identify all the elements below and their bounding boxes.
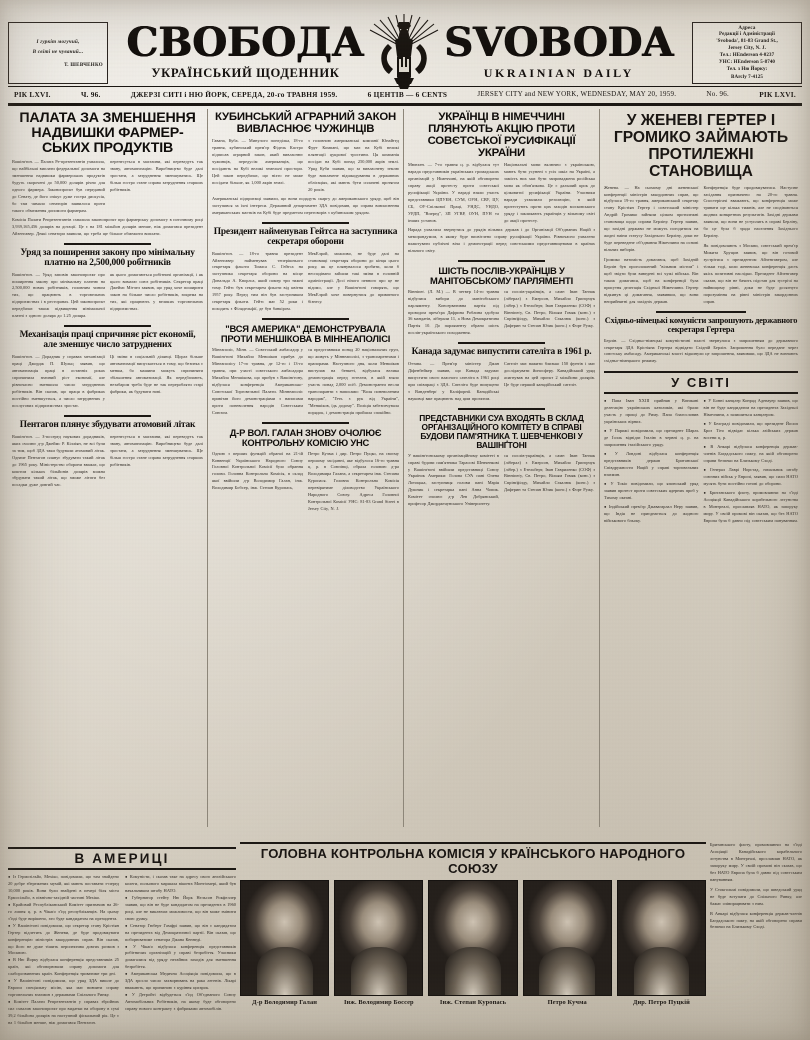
section-divider: [64, 325, 152, 327]
photo-caption: Інж. Володимир Боссер: [343, 999, 414, 1006]
dateline-issue-eng: No. 96.: [706, 90, 729, 98]
headline-manitoba-mps[interactable]: ШІСТЬ ПОСЛІВ-УКРАЇНЦІВ У МАНІТОБСЬКОМУ ПАРЛЯМЕНТІ: [430, 264, 573, 286]
bullet-item: ● У Парижі повідомили, що президент Шарль де Ґолль відвідає Італію в червні ц. р. на запрошення італійського уряду.: [604, 428, 699, 449]
dateline-place-ukr: ДЖЕРЗІ СИТІ і НЮ ЙОРК, СЕРЕДА, 20-го ТРАВНЯ 1959.: [130, 89, 338, 99]
article-body: Женева. — На сьомому дні женевської конференції міністрів закордонних справ, що відбулася 19-го травня, американський секретар стану Крістіян Гертер і совєтський міністер Андрій Громико зайняли цілком протилежні становища щодо справи Берліну. Гертер заявив, що західні держави не можуть погодитися на жодні зміни статусу Західнього Берліну, доки не буде переведене об'єднання Німеччини на основі вільних виборів.: [604, 184, 699, 253]
nameplate-ukrainian: [126, 19, 365, 80]
headline-minimum-wage[interactable]: Уряд за поширення закону про мінімальну платню на 2,500,000 робітників: [20, 247, 195, 268]
dateline-year-ukr: РІК LXVI.: [14, 89, 51, 99]
section-divider: [458, 408, 544, 410]
article-body: Ці зміни в соціальній ділянці. Щораз більше автоматизації випускається в тому, що безпека є менша, бо машини можуть спричиняти збільшення автоматизації. Як передбачають, незабаром треба буде не так переробляти старі фабрики, як будувати нові.: [110, 354, 203, 394]
article-body: Громико натомість домагався, щоб Західній Берлін був проголошений "вільним містом" і щоб звідти були виведені всі чужі війська. Він також домагався, щоб на конференції була присутня делегація Східньої Німеччини. Гертер відкинув ці домагання, заявивши, що вони неприйнятні для західніх держав.: [604, 257, 699, 304]
quote-attribution: Т. ШЕВЧЕНКО: [64, 63, 103, 69]
headline-east-german-invite[interactable]: Східньо-німецькі комуністи запрошують державного секретаря Гертера: [604, 315, 798, 334]
section-divider: [262, 422, 348, 424]
article-body: В Анкарі відбулася конференція держав-членів Багдадського пакту, на якій обговорено справи безпеки на Близькому Сході.: [710, 910, 802, 930]
america-section-heading: В АМЕРИЦІ: [8, 847, 236, 870]
bullet-item: ● Індійський прем'єр Джавагарлал Неру заявив, що Індія не приєднається до жодного військового бльоку.: [604, 504, 699, 525]
address-line-2: 'Svoboda', 81-83 Grand St.,: [716, 39, 778, 45]
world-bullets-right: [704, 398, 799, 526]
article-body: ся представники понад 20 національних груп, що живуть у Міннеаполісі, з транспарентами і прапорами. Наступного дня, коли Меншіков виступав на бенкеті, відбулася велика демонстрація перед готелем, в якій взяло участь понад 2,000 осіб. Демонстранти несли транспаранти з написами: "Воля поневоленим народам", "Геть з рук від України", "Меншіков, їдь додому". Поліція забезпечувала порядок, і демонстрація пройшла спокійно.: [308, 347, 399, 415]
column-3: [404, 109, 600, 827]
section-divider: [64, 243, 152, 245]
portrait-photo: [334, 880, 423, 996]
bullet-item: ● Генерал Лаврі Норстад, начальник штабу союзних військ у Европі, заявив, що сили НАТО мусять бути постійно готові до оборони.: [704, 467, 799, 488]
article-body: Гавана, Куба. — Минулого понеділка, 18-го травня, кубинський прем'єр Фідель Кастро підписав аграрний закон, який вивласнює чужинців, передусім американців, що посідають на Кубі великі земельні простори. Цей закон передбачає, що ніхто не може посідати більше, як 1,000 акрів землі.: [212, 138, 303, 185]
address-phone-3: BArcly 7-4125: [731, 74, 763, 80]
america-bullets-left: [8, 874, 119, 1027]
article-body: Вінніпеґ. (Л. М.) — В четвер 14-го травня відбулися вибори до манітобського парляменту. Консервативна партія під проводом прем'єра Дафрина Роблина здобула 36 мандатів, ліберали 11, а Нова Демократична Партія 10. До парляменту обрано шість послів-українського походження.: [408, 288, 499, 336]
bullet-item: ● Із Гермозільйо, Мехіко, повідомили, що там знайдено 20 добре збережених мумій, які мають поставати з-перед 10,000 років. Вони були знайдені в печері біля міста Ермосільйо, в північно-західній частині Мехіко.: [8, 874, 119, 902]
bullet-item: ● Комуністи, і сказав таке на адресу свого англійського колеги, польового маршала віконта Монтґомері, який був начальником штабу НАТО.: [125, 874, 236, 895]
quote-line-1: І гуркіт могучий,: [36, 38, 80, 45]
portrait-photo: [523, 880, 612, 996]
section-divider: [64, 415, 152, 417]
shevchenko-quote-box: [8, 22, 108, 84]
photo-caption: Дир. Петро Пуцкій: [632, 999, 690, 1006]
photo-row: [240, 880, 706, 1006]
dateline-price: 6 ЦЕНТІВ — 6 CENTS: [367, 89, 448, 99]
dateline-place-eng: JERSEY CITY and NEW YORK, WEDNESDAY, MAY 20, 1959.: [477, 90, 677, 98]
article-body: ся послів-українців, а саме: Іван Танчак (ліберал) з Емерсон, Михайло Григорчук (лібер.) з Етельберт, Іван Гавриленко (СОФ) з Вінніпеґу, Св. Петро, Вільям Гомяк (конс.) з Спрінґфілду, Михайло Сєкалюк (конс.) з Даферин та Степан Юзик (конс.) з Форт Ружу.: [504, 452, 595, 493]
bullet-item: ● В Анкарі відбулася конференція держав-членів Багдадського пакту, на якій обговорено справи безпеки на Близькому Сході.: [704, 444, 799, 465]
trident-emblem: [368, 14, 440, 90]
headline-ukrainians-germany-russification[interactable]: УКРАЇНЦІ В НІМЕЧЧИНІ ПЛЯНУЮТЬ АКЦІЮ ПРОТИ СОВЄТСЬКОЇ РУСИФІКАЦІЇ УКРАЇНИ: [427, 111, 576, 160]
photo-side-column: [710, 842, 802, 1034]
bullet-item: ● У Детройті відбудеться з'їзд Об'єднаного Союзу Автомобільних Робітників, на якому буде обговорено справу нового контракту з фабриками автомобілів.: [125, 992, 236, 1013]
bullet-item: ● У Вашінґтоні повідомили, що уряд ЗДА вишле до Европи спеціяльну місію, яка має вивчити справу торговельних взаємин з державами Спільного Ринку.: [8, 978, 119, 999]
world-bullets: [604, 398, 798, 526]
bullet-item: ● Сенатор Гюберт Гамфрі заявив, що він є кандидатом на президента від Демократичної партії. Він сказав, що поборюватиме сенатора Джана Кеннеді.: [125, 923, 236, 944]
article-body: Мюнхен. — 7-го травня ц. р. відбулася тут нарада представників українських громадських організацій у Німеччині, на якій обговорено справу акції протесту проти совєтської русифікації України. У нараді взяли участь представники ЦПУЕН, СУМ, ОУН, СВУ, ЦУ, СБ, ОУ-Спілкової Праці, УНДС, УНДО, УРДП, "Вперед", ЗП УГВР, ОУН, ПУН та інших установ.: [408, 162, 499, 223]
america-bullets: [8, 874, 236, 1027]
section-divider: [458, 260, 544, 262]
nameplate-english: [444, 19, 674, 80]
bullet-item: ● Британського флоту, промовляючи на з'їзді Асоціяції Канадійського корабельного лєтунства в Монтреалі, прославляв НАТО, як запоруку миру. У своїй промові він сказав, що без НАТО Европа була б давно під совєтським пануванням.: [704, 490, 799, 525]
article-body: Конференція буде продовжуватися. Наступне засідання призначено на 20-го травня. Спостерігачі вважають, що конференція може тривати ще кілька тижнів, але не сподіваються жодних конкретних результатів. Західні держави заявили, що вони не уступлять в справі Берліну, бо це була б зрада населення Західнього Берліну.: [703, 184, 798, 239]
column-2: [208, 109, 404, 827]
address-phone-1: Тел.: HEnderson 4-0237: [719, 53, 775, 59]
article-body: Мінеаполіс, Мінн. — Совєтський амбасадор у Вашінґтоні Михайло Меншіков прибув до Мінеаполісу 17-го травня, де 12-го і 13-го травня, при участі совєтського амбасадора Михайла Меншікова, що прибув з Вашінґтону, відбулася конференція Американсько-Совєтської Торговельної Палати. Міннеаполіс привітав його демонстраціями з написами проти поневолення народів Совєтським Союзом.: [212, 347, 303, 415]
world-section-heading: У СВІТІ: [604, 371, 798, 394]
bullet-item: ● У Бонні канцлер Конрад Аденауер заявив, що він не буде кандидатом на президента Західньої Німеччини, а залишиться канцлером.: [704, 398, 799, 419]
bullet-item: ● У Чікаґо відбулася конференція представників робітничих організацій у справі безробіття. Учасники домагалися від уряду негайних заходів для зменшення безробіття.: [125, 944, 236, 972]
address-heading: Адреса: [738, 26, 756, 31]
article-body: як цього домагаються робітничі організації, і як цього вимагає союз робітників. Секретар праці Джеймс Мітчел заявив, що уряд хоче поширити закон на більше число робітників, зокрема на тих, які працюють у великих торговельних підприємствах.: [110, 271, 203, 312]
bullet-item: ● В Ню Йорку відбулася конференція представників 25 країн, які обговорювали справу допомоги для слаборозвинених країн. Конференція триватиме три дні.: [8, 957, 119, 978]
photo-cell: [617, 880, 706, 1006]
article-body: Нарада ухвалила звернутися до урядів вільних держав і до Організації Об'єднаних Націй з меморандумом, в якому буде висвітлено справу русифікації України. Рівночасно ухвалено влаштувати публічні віча і демонстрації перед совєтськими представництвами в країнах вільного світу.: [408, 226, 595, 253]
headline-menshikov-protest[interactable]: "ВСЯ АМЕРИКА" ДЕМОНСТРУВАЛА ПРОТИ МЕНШІКОВА В МІННЕАПОЛІСІ: [220, 323, 391, 345]
section-divider: [656, 311, 745, 313]
address-phone-2: УНС: HEnderson 5-8740: [718, 60, 776, 66]
portrait-photo: [240, 880, 329, 996]
article-body: з головною американські компанії Юнайтед Фрут Компані, що має на Кубі великі плянтації цукрової тростини. Ця компанія посідає на Кубі понад 250,000 акрів землі. Уряд Куби заявив, що за вивласнену землю буде виплачене відшкодування в державних облігаціях, які мають бути сплачені протягом 20 років.: [308, 138, 399, 192]
article-body: Вашінґтон. — Уряд заповів законопроєкт про поширення закону про мінімальну платню на 2,500,000 нових робітників, головним чином тих, що працюють в торговельних підприємствах і в ресторанах. Цей законопроєкт передбачає також підвищення мінімальної платні з одного доляра до 1.25 доляра.: [12, 271, 105, 319]
article-body: ся послів-українців, а саме: Іван Танчак (ліберал) з Емерсон, Михайло Григорчук (лібер.) з Етельберт, Іван Гавриленко (СОФ) з Вінніпеґу, Св. Петро, Вільям Гомяк (конс.) з Спрінґфілду, Михайло Сєкалюк (конс.) з Даферин та Степан Юзик (конс.) з Форт Ружу.: [504, 288, 595, 329]
quote-line-2: В світі не чуваний...: [32, 48, 84, 55]
paper-title-english: SVOBODA: [444, 19, 674, 67]
article-body: Петро Кучма і дир. Петро Пуцко, на своєму першому засіданні, яке відбулося 16-го травня ц. р. в Союзівці, обрала головою д-ра Володимира Галана, а секретарем інж. Степана Куропася. Головна Контрольна Комісія перевірятиме діловодство Українського Народного Союзу. Адреса Головної Контрольної Комісії УНС: 81-83 Grand Street в Jersey City, N. J.: [308, 450, 399, 512]
dateline-year-eng: РІК LXVI.: [759, 89, 796, 99]
bullet-item: ● Папа Іван XXIII прийняв у Ватикані делегацію українських католиків, які брали участь у прощі до Риму. Папа благословив українських вірних.: [604, 398, 699, 426]
headline-canada-satellite[interactable]: Канада задумає випустити сателіта в 1961 р.: [411, 347, 592, 358]
headline-gates-defense[interactable]: Президент найменував Гейтса на заступника секретаря оборони: [213, 226, 398, 247]
section-divider: [458, 342, 544, 344]
paper-subtitle-english: UKRAINIAN DAILY: [483, 65, 634, 80]
masthead: [8, 0, 802, 86]
paper-subtitle-ukrainian: УКРАЇНСЬКИЙ ЩОДЕННИК: [151, 65, 340, 80]
headline-cuba-agrarian-law[interactable]: КУБИНСЬКИЙ АГРАРНИЙ ЗАКОН ВИВЛАСНЮЄ ЧУЖИНЦІВ: [214, 111, 397, 136]
headline-house-farm-surplus[interactable]: ПАЛАТА ЗА ЗМЕНШЕННЯ НАДВИШКИ ФАРМЕР-СЬКИХ ПРОДУКТІВ: [19, 110, 196, 157]
photo-section-title: ГОЛОВНА КОНТРОЛЬНА КОМІСІЯ У КРАЇНСЬКОГО НАРОДНОГО СОЮЗУ: [240, 842, 706, 876]
article-body: Вашінґтон. — З-посеред наукових дорадників, яких очолює д-р Джеймс Р. Кілліян, не всі були за тим, щоб ЗДА таки будували атомовий літак. Одначе Пентагон плянує збудувати такий літак до 1965 року. Міністерство оборони вважає, що коштом кількох більйонів долярів можна збудувати такий літак, що зможе літати без посадки дуже довгий час.: [12, 433, 105, 488]
article-body: Берлін. — Східньо-німецькі комуністичні власті звернулися з запрошенням до державного секретаря ЗДА Крістіяна Гертера відвідати Східній Берлін. Запрошення було передане через совєтську амбасаду. Американські власті відкинули це запрошення, заявивши, що ЗДА не визнають східньо-німецького режиму.: [604, 337, 798, 364]
america-section: [8, 842, 236, 1034]
headline-halan-control-commission[interactable]: Д-Р ВОЛ. ГАЛАН ЗНОВУ ОЧОЛЮЄ КОНТРОЛЬНУ КОМІСІЮ УНС: [229, 426, 382, 448]
article-body: Національні мови включно з українською, мають бути усунені з усіх шкіл на Україні, а замість них має бути запроваджена російська мова як обов'язкова. Це є дальший крок до цілковитої русифікації України. Учасники наради ухвалили резолюцію, в якій протестують проти цих заходів московського уряду і закликають українців у вільному світі до акції протесту.: [504, 162, 595, 223]
bullet-item: ● Губернатор стейту Ню Йорк Нельсон Рокфеллер заявив, що він не буде кандидатом на президента в 1960 році, але не виключає можливости, що він може змінити свою думку.: [125, 895, 236, 923]
world-bullets-left: [604, 398, 699, 526]
article-body: Сателіт має важити близько 150 фунтів і має досліджувати йоносферу. Канадійський уряд асигнував на цей проєкт 2 мільйони долярів. Це буде перший канадійський сателіт.: [504, 361, 595, 388]
bullet-item: ● У Белграді повідомили, що президент Йосип Броз Тіто відвідає кілька азійських держав восени ц. р.: [704, 421, 799, 442]
article-body: Оттава. — Прем'єр міністер Джан Діфенбейкер заявив, що Канада задумає випустити свого власного сателіта в 1961 році при співпраці з ЗДА. Сателіта буде випущено з Ванденберґ у Каліфорнії. Канадійські науковці вже працюють над цим проєктом.: [408, 361, 499, 402]
article-body: Вашінґтон. — 18-го травня президент Айзенгавер найменував теперішнього секретаря фльоти Томаса С. Гейтса на заступника секретаря оборони на місце Дональда А. Кворлса, який помер три тижні тому. Гейтс був секретарем фльоти від квітня 1957 року. Перед тим він був заступником секретаря фльоти. Гейтс має 52 роки і походить з Філядельфії, де був банкіром.: [212, 250, 303, 312]
headline-geneva-herter-gromyko[interactable]: У ЖЕНЕВІ ГЕРТЕР І ГРОМИКО ЗАЙМАЮТЬ ПРОТИЛЕЖНІ СТАНОВИЩА: [613, 112, 789, 181]
bullet-item: ● Комітет Палати Репрезентантів у справах збройних сил схвалив законопроєкт про видатки на оборону в сумі 39,2 більйона долярів на наступний фіскальний рік. Це є на 1 більйон менше, ніж домагався Пентагон.: [8, 999, 119, 1027]
article-body: Як повідомляють з Москви, совєтський прем'єр Микита Хрущов заявив, що він готовий зустрітися з президентом Айзенгавером, але тільки тоді, коли женевська конференція дасть якісь позитивні наслідки. Президент Айзенгавер сказав, що він не бачить підстав для зустрічі на найвищому рівні, доки не буде досягнуто порозуміння на рівні міністрів закордонних справ.: [703, 243, 798, 304]
article-body: У Стокгольмі повідомили, що шведський уряд не буде вступати до Спільного Ринку, але бажає співпрацювати з ним.: [710, 886, 802, 906]
article-body: Комісія Палати Репрезентантів схвалила законопроєкт про фармерську допомогу в поточному році 3,939,165,456 долярів на дотації. Це є на 181 мільйон долярів менше, ніж домагався президент Айзенгавер. Деякі сенатори заявили, що треба ще більше обмежити виплати.: [12, 216, 203, 236]
column-4: [600, 109, 802, 827]
headline-mechanization[interactable]: Механізація праці спричиняє ріст економії, але зменшує число затруднених: [19, 330, 196, 351]
photo-feature-section: [240, 842, 802, 1034]
photo-cell: [523, 880, 612, 1006]
bullet-item: ● Американська Медична Асоціяція повідомила, що в ЗДА зросло число захворювань на рака легенів. Лікарі вважають, що причиною є куріння цигарок.: [125, 971, 236, 992]
article-body: Одною з перших функцій обраної на 21-ій Конвенції Українського Народного Союзу Головної Контрольної Комісії було обрання голови. Головна Контрольна Комісія, в склад якої ввійшли д-р Володимир Галан, інж. Володимир Бобсер, інж. Степан Куропась,: [212, 450, 303, 491]
portrait-photo: [617, 880, 706, 996]
article-columns: [8, 109, 802, 827]
article-body: Вашінґтон. — Дорадник у справах механізації праці Джордж П. Шульц заявив, що автоматизація праці в останніх роках спричинила значний ріст економії, але рівночасно зменшила число затруднених робітників. Він сказав, що праця в фабриках постійно зменшується, а число затруднених у послугових підприємствах зростає.: [12, 354, 105, 408]
article-body: МекЕлрой, можливо, не буде далі на становищі секретаря оборони до кінця цього року, як це плянувалося зробити, коли б несподівано зайшли такі зміни в головній адміністрації. Досі нічого певного про це не відомо, але у Вашінґтоні говорять, що МекЕлрой хоче повернутися до приватного бізнесу.: [308, 250, 399, 305]
section-divider: [262, 318, 348, 320]
control-commission-feature: [240, 842, 706, 1034]
photo-cell: [240, 880, 329, 1006]
bullet-item: ● Крайовий Республіканський Комітет призначив на 26-го липня ц. р. в Чікаґо з'їзд республіканців. На цьому з'їзді буде вирішено, хто буде кандидатом на президента.: [8, 902, 119, 923]
nameplate: [108, 18, 692, 86]
address-line-3: Jersey City, N. J.: [728, 46, 766, 52]
headline-pentagon-atomic-plane[interactable]: Пентагон плянує збудувати атомовий літак: [19, 419, 196, 430]
bullet-item: ● У Вашінґтоні повідомили, що секретар стану Крістіян Гертер відлетить до Женеви, де буде продовжувати конференцію міністрів закордонних справ. Він сказав, що його не дуже тішить перспектива довгих розмов з Москвою.: [8, 923, 119, 958]
address-box: [692, 22, 802, 84]
headline-suа-shevchenko-monument[interactable]: ПРЕДСТАВНИКИ СУА ВХОДЯТЬ В СКЛАД ОРГАНІЗАЦІЙНОГО КОМІТЕТУ В СПРАВІ БУДОВИ ПАМ'ЯТНИКА Т. ШЕВЧЕНКОВІ У ВАШІНҐТОНІ: [419, 413, 584, 450]
photo-caption: Д-р Володимир Галан: [252, 999, 318, 1006]
address-line-1: Редакції і Адміністрації: [719, 32, 775, 37]
bullet-item: ● У Лондоні відбулася конференція представників держав Британської Співдружности Націй у справі торговельних взаємин.: [604, 451, 699, 479]
paper-title-ukrainian: СВОБОДА: [126, 19, 365, 67]
dateline-issue-ukr: Ч. 96.: [80, 89, 101, 99]
article-body: перенесуться в магазини, які переведуть так звану, автоматизацію. Виробництво буде далі зростати, а затруднення зменшуватись. Ще більш гостро стане справа затруднення старших робітників.: [110, 159, 203, 192]
portrait-photo: [428, 880, 517, 996]
photo-cell: [428, 880, 517, 1006]
article-body: Британського флоту, промовляючи на з'їзді Асоціяції Канадійського корабельного лєтунства в Монтреалі, прославляв НАТО, як запоруку миру. У своїй промові він сказав, що без НАТО Европа була б давно під совєтським пануванням.: [710, 842, 802, 882]
dateline-rule-bottom: [8, 103, 802, 106]
photo-caption: Інж. Степан Куропась: [439, 999, 507, 1006]
bullet-item: ● У Токіо повідомили, що японський уряд заявив протест проти совєтських ядерних проб у Тихому океані.: [604, 481, 699, 502]
address-phone-3-label: Тел. з Ню Йорку:: [726, 67, 768, 73]
article-body: Вашінґтон. — Палата Ре-презентантів ухвалила, що найбільші виплати федеральної допомоги на зменшення надвишки фармерських продуктів будуть скорочені до 50,000 долярів річно для одного фармера. Законопроєкт був переданий до Сенату, де його очікує дуже гостра дискусія, бо там чимало сенаторів заявилося проти такого обмеження допомоги фармерам.: [12, 159, 105, 213]
column-1: [8, 109, 208, 827]
section-divider: [262, 222, 348, 224]
photo-cell: [334, 880, 423, 1006]
article-body: Американські підприємці заявили, що вони подадуть скаргу до американського уряду, щоб він заступився за їхні інтереси. Державний департамент ЗДА повідомив, що справа вивласнення американських маєтків на Кубі буде предметом переговорів з кубинським урядом.: [212, 195, 399, 215]
photo-caption: Петро Кучма: [547, 999, 587, 1006]
article-body: У вашінґтонському організаційному комітеті в справі будови пам'ятника Тарасові Шевченкові у Вашінґтоні ввійшли представниці Союзу Українок Америки: Голова СУА пані Олена Лотоцька, заступниця голови пані Марія Душник і секретарка пані Анна Чопик. Комітет очолює д-р Лев Добрянський, професор Джорджтаунського Університету.: [408, 452, 499, 507]
article-body: перенесуться в магазини, які переведуть так звану, автоматизацію. Виробництво буде далі зростати, а затруднення зменшуватись. Ще більш гостро стане справа затруднення старших робітників.: [110, 433, 203, 467]
america-bullets-right: [125, 874, 236, 1027]
